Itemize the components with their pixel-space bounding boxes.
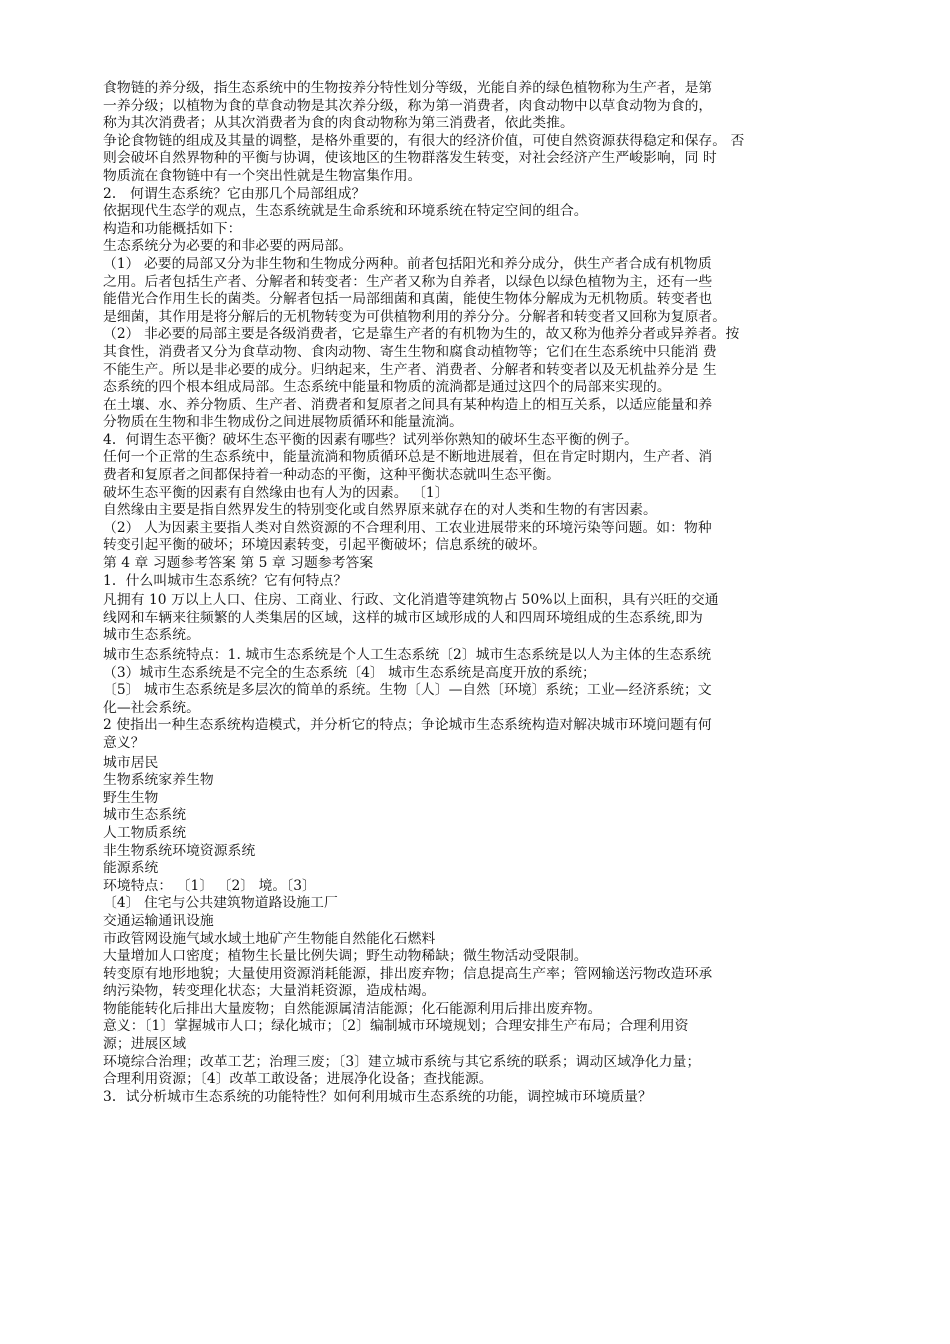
text-line: 意义？: [103, 734, 145, 751]
text-line: 物能能转化后排出大量废物；自然能源属清洁能源；化石能源利用后排出废弃物。: [103, 1000, 602, 1017]
text-line: 人工物质系统: [103, 824, 187, 841]
text-line: 在土壤、水、养分物质、生产者、消费者和复原者之间具有某种构造上的相互关系，以适应能量和养: [103, 396, 713, 413]
text-line: 称为其次消费者；从其次消费者为食的肉食动物称为第三消费者，依此类推。: [103, 115, 574, 132]
text-line: 环境综合治理；改革工艺；治理三废；〔3〕建立城市系统与其它系统的联系；调动区域净化力量；: [103, 1053, 701, 1070]
text-line: 纳污染物，转变理化状态；大量消耗资源，造成枯竭。: [103, 983, 436, 1000]
chapter-heading: 第 4 章 习题参考答案 第 5 章 习题参考答案: [103, 555, 374, 572]
text-line: 转变引起平衡的破坏；环境因素转变，引起平衡破坏；信息系统的破坏。: [103, 537, 547, 554]
text-line: 线网和车辆来往频繁的人类集居的区域，这样的城市区域形成的人和四周环境组成的生态系统,即为: [103, 609, 703, 626]
text-line: （2） 人为因素主要指人类对自然资源的不合理利用、工农业进展带来的环境污染等问题。如：物种: [103, 519, 712, 536]
question-heading: 2． 何谓生态系统？它由那几个局部组成？: [103, 185, 366, 202]
text-line: 分物质在生物和非生物成份之间进展物质循环和能量流淌。: [103, 414, 464, 431]
text-line: 任何一个正常的生态系统中，能量流淌和物质循环总是不断地进展着，但在肯定时期内，生产者、消: [103, 449, 713, 466]
text-line: （1） 必要的局部又分为非生物和生物成分两种。前者包括阳光和养分成分，供生产者合成有机物质: [103, 255, 712, 272]
text-line: 城市生态系统。: [103, 627, 200, 644]
text-line: 破坏生态平衡的因素有自然缘由也有人为的因素。 〔1〕: [103, 484, 449, 501]
text-line: 合理利用资源；〔4〕改革工敢设备；进展净化设备；查找能源。: [103, 1071, 493, 1088]
text-line: 环境特点： 〔1〕 〔2〕 境。〔3〕: [103, 877, 316, 894]
text-line: 能借光合作用生长的菌类。分解者包括一局部细菌和真菌，能使生物体分解成为无机物质。转变者也: [103, 291, 713, 308]
text-line: 构造和功能概括如下：: [103, 220, 242, 237]
text-line: 则会破坏自然界物种的平衡与协调，使该地区的生物群落发生转变，对社会经济产生严峻影响，同 时: [103, 150, 717, 167]
text-line: 是细菌，其作用是将分解后的无机物转变为可供植物利用的养分分。分解者和转变者又回称为复原者。: [103, 308, 727, 325]
text-line: 争论食物链的组成及其量的调整，是格外重要的，有很大的经济价值，可使自然资源获得稳定和保存。 否: [103, 132, 745, 149]
text-line: 野生生物: [103, 789, 159, 806]
text-line: 交通运输通讯设施: [103, 912, 214, 929]
text-line: 其食性，消费者又分为食草动物、食肉动物、寄生生物和腐食动植物等；它们在生态系统中只能消 费: [103, 343, 717, 360]
text-line: 城市生态系统特点：1. 城市生态系统是个人工生态系统〔2〕城市生态系统是以人为主体的生态系统: [103, 647, 712, 663]
text-line: 生物系统家养生物: [103, 772, 214, 789]
text-line: 之用。后者包括生产者、分解者和转变者：生产者又称为自养者，以绿色以绿色植物为主，还有一些: [103, 273, 713, 290]
text-line: 意义：〔1〕掌握城市人口；绿化城市；〔2〕编制城市环境规划；合理安排生产布局；合理利用资: [103, 1018, 689, 1035]
text-line: 市政管网设施气域水域土地矿产生物能自然能化石燃料: [103, 930, 436, 947]
text-line: 〔4〕 住宅与公共建筑物道路设施工厂: [103, 895, 338, 912]
question-heading: 1．什么叫城市生态系统？它有何特点？: [103, 572, 348, 589]
text-line: 不能生产。所以是非必要的成分。归纳起来，生产者、消费者、分解者和转变者以及无机盐养分是 生: [103, 361, 717, 378]
text-line: （2） 非必要的局部主要是各级消费者，它是靠生产者的有机物为生的，故又称为他养分者或异养者。按: [103, 326, 740, 343]
text-line: 源；进展区域: [103, 1036, 187, 1053]
text-line: 态系统的四个根本组成局部。生态系统中能量和物质的流淌都是通过这四个的局部来实现的。: [103, 379, 671, 396]
text-line: （3）城市生态系统是不完全的生态系统〔4〕 城市生态系统是高度开放的系统；: [103, 664, 596, 681]
text-line: 大量增加人口密度；植物生长量比例失调；野生动物稀缺；微生物活动受限制。: [103, 948, 588, 965]
question-heading: 4．何谓生态平衡？破坏生态平衡的因素有哪些？试列举你熟知的破坏生态平衡的例子。: [103, 431, 639, 448]
text-line: 转变原有地形地貌；大量使用资源消耗能源，排出废弃物；信息提高生产率；管网输送污物改造环承: [103, 965, 713, 982]
question-heading: 2 使指出一种生态系统构造模式，并分析它的特点；争论城市生态系统构造对解决城市环境问题有何: [103, 717, 712, 734]
text-line: 依据现代生态学的观点，生态系统就是生命系统和环境系统在特定空间的组合。: [103, 203, 588, 220]
text-line: 食物链的养分级，指生态系统中的生物按养分特性划分等级，光能自养的绿色植物称为生产者，是第: [103, 80, 713, 96]
text-line: 生态系统分为必要的和非必要的两局部。: [103, 238, 353, 255]
text-line: 自然缘由主要是指自然界发生的特别变化或自然界原来就存在的对人类和生物的有害因素。: [103, 502, 657, 519]
text-line: 物质流在食物链中有一个突出性就是生物富集作用。: [103, 167, 422, 184]
text-line: 非生物系统环境资源系统: [103, 842, 256, 859]
text-line: 化—社会系统。: [103, 699, 200, 716]
text-line: 〔5〕 城市生态系统是多层次的简单的系统。生物〔人〕—自然〔环境〕系统；工业—经济系统；文: [103, 682, 712, 699]
text-line: 一养分级；以植物为食的草食动物是其次养分级，称为第一消费者，肉食动物中以草食动物为食的，: [103, 97, 713, 114]
question-heading: 3．试分析城市生态系统的功能特性？如何利用城市生态系统的功能，调控城市环境质量？: [103, 1088, 652, 1105]
text-line: 城市居民: [103, 754, 159, 771]
text-line: 城市生态系统: [103, 807, 187, 824]
text-line: 费者和复原者之间都保持着一种动态的平衡，这种平衡状态就叫生态平衡。: [103, 467, 560, 484]
text-line: 能源系统: [103, 860, 159, 877]
text-line: 凡拥有 10 万以上人口、住房、工商业、行政、文化消遣等建筑物占 50%以上面积，具有兴旺的交通: [103, 592, 719, 609]
